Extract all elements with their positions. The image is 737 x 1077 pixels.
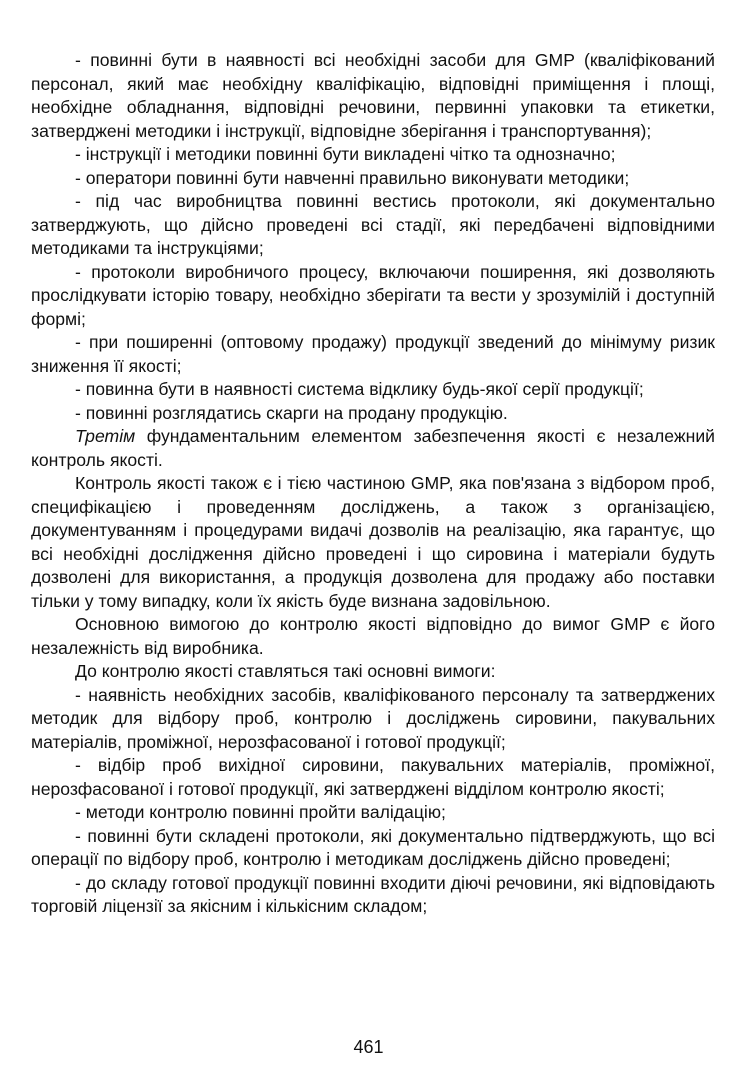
paragraph <box>31 660 715 684</box>
text-segment: - протоколи виробничого процесу, включаючи поширення, які дозволяють прослідкувати історію товару, необхідно зберігати та вести у зрозумілій і доступній формі; <box>31 261 715 329</box>
paragraph <box>31 754 715 801</box>
paragraph <box>31 378 715 402</box>
paragraph <box>31 402 715 426</box>
text-segment: - повинні бути в наявності всі необхідні засоби для GMP (кваліфікований персонал, який має необхідну кваліфікацію, відповідні приміщення і площі, необхідне обладнання, відповідні речовини, первинні упаковки та етикетки, затверджені методики і інструкції, відповідне зберігання і транспортування); <box>31 50 715 141</box>
text-segment: фундаментальним елементом забезпечення якості є незалежний контроль якості. <box>31 426 715 470</box>
body-text <box>31 49 715 919</box>
paragraph <box>31 801 715 825</box>
text-segment: - методи контролю повинні пройти валідацію; <box>75 802 446 822</box>
text-segment: - повинні бути складені протоколи, які документально підтверджують, що всі операції по відбору проб, контролю і методикам досліджень дійсно проведені; <box>31 825 715 869</box>
text-segment: - інструкції і методики повинні бути викладені чітко та однозначно; <box>75 144 616 164</box>
text-segment: - відбір проб вихідної сировини, пакувальних матеріалів, проміжної, нерозфасованої і готової продукції, які затверджені відділом контролю якості; <box>31 755 715 799</box>
paragraph <box>31 331 715 378</box>
paragraph <box>31 684 715 755</box>
italic-text: Третім <box>75 426 136 446</box>
text-segment: - оператори повинні бути навченні правильно виконувати методики; <box>75 167 630 188</box>
text-segment: - повинна бути в наявності система відклику будь-якої серії продукції; <box>75 379 644 399</box>
paragraph <box>31 143 715 167</box>
paragraph <box>31 190 715 261</box>
text-segment: - наявність необхідних засобів, кваліфікованого персоналу та затверджених методик для відбору проб, контролю і досліджень сировини, пакувальних матеріалів, проміжної, нерозфасованої і готової продукції; <box>31 684 715 752</box>
text-segment: До контролю якості ставляться такі основні вимоги: <box>75 661 496 681</box>
paragraph <box>31 167 715 191</box>
paragraph <box>31 825 715 872</box>
text-segment: Основною вимогою до контролю якості відповідно до вимог GMP є його незалежність від виробника. <box>31 614 715 658</box>
paragraph <box>31 425 715 472</box>
paragraph <box>31 49 715 143</box>
paragraph <box>31 261 715 332</box>
paragraph <box>31 613 715 660</box>
text-segment: Контроль якості також є і тією частиною GMP, яка пов'язана з відбором проб, специфікацією і проведенням досліджень, а також з організацією, документуванням і процедурами видачі дозволів на реалізацію, яка гарантує, що всі необхідні дослідження дійсно проведені і що сировина і матеріали будуть дозволені для використання, а продукція дозволена для продажу або поставки тільки у тому випадку, коли їх якість буде визнана задовільною. <box>31 473 715 611</box>
paragraph <box>31 472 715 613</box>
text-segment: - до складу готової продукції повинні входити діючі речовини, які відповідають торговій ліцензії за якісним і кількісним складом; <box>31 872 715 916</box>
text-segment: - повинні розглядатись скарги на продану продукцію. <box>75 402 508 423</box>
text-segment: - під час виробництва повинні вестись протоколи, які документально затверджують, що дійсно проведені всі стадії, які передбачені відповідними методиками та інструкціями; <box>31 191 715 258</box>
paragraph <box>31 872 715 919</box>
page-number: 461 <box>353 1037 384 1057</box>
text-segment: - при поширенні (оптовому продажу) продукції зведений до мінімуму ризик зниження її якості; <box>31 332 715 376</box>
